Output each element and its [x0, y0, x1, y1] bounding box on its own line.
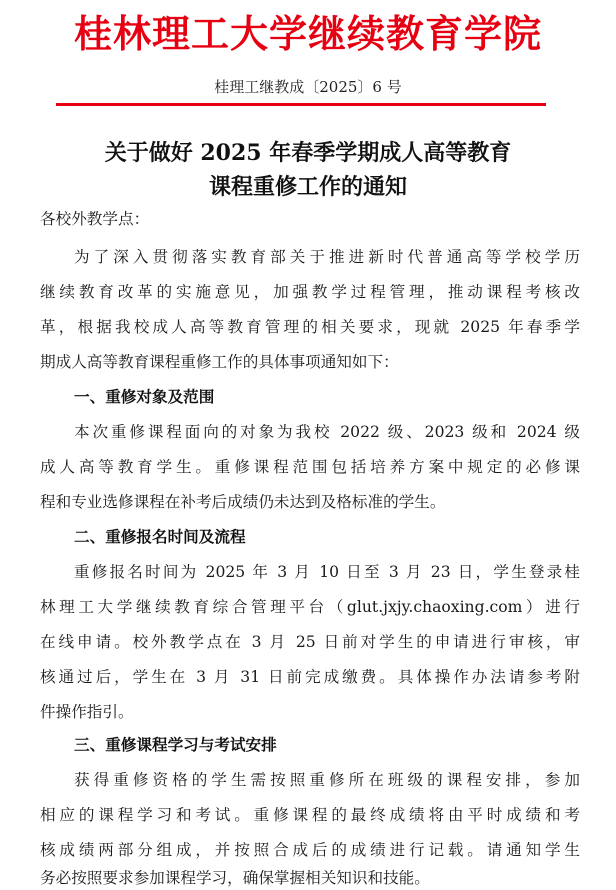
- section-1-line: 成人高等教育学生。重修课程范围包括培养方案中规定的必修课: [40, 458, 580, 476]
- intro-line: 期成人高等教育课程重修工作的具体事项通知如下：: [40, 353, 399, 371]
- section-3-line: 获得重修资格的学生需按照重修所在班级的课程安排，参加: [74, 771, 580, 789]
- notice-title-line-1: 关于做好 2025 年春季学期成人高等教育: [104, 140, 512, 166]
- section-3-line: 相应的课程学习和考试。重修课程的最终成绩将由平时成绩和考: [40, 806, 580, 824]
- intro-line: 继续教育改革的实施意见，加强教学过程管理，推动课程考核改: [40, 283, 580, 301]
- section-2-line: 件操作指引。: [40, 703, 134, 721]
- section-heading-3: 三、重修课程学习与考试安排: [74, 736, 277, 754]
- document-number: 桂理工继教成〔2025〕6 号: [214, 78, 402, 96]
- red-divider: [56, 103, 546, 106]
- section-3-line: 核成绩两部分组成，并按照合成后的成绩进行记载。请通知学生: [40, 841, 580, 859]
- section-heading-2: 二、重修报名时间及流程: [74, 528, 246, 546]
- section-3-line: 务必按照要求参加课程学习，确保掌握相关知识和技能。: [40, 869, 430, 887]
- section-2-line: 重修报名时间为 2025 年 3 月 10 日至 3 月 23 日，学生登录桂: [74, 563, 580, 581]
- intro-line: 革，根据我校成人高等教育管理的相关要求，现就 2025 年春季学: [40, 318, 580, 336]
- section-2-line: 在线申请。校外教学点在 3 月 25 日前对学生的申请进行审核，审: [40, 633, 580, 651]
- section-1-line: 程和专业选修课程在补考后成绩仍未达到及格标准的学生。: [40, 493, 446, 511]
- intro-line: 为了深入贯彻落实教育部关于推进新时代普通高等学校学历: [74, 248, 580, 266]
- salutation: 各校外教学点：: [40, 210, 150, 228]
- section-2-line: 核通过后，学生在 3 月 31 日前完成缴费。具体操作办法请参考附: [40, 668, 580, 686]
- section-1-line: 本次重修课程面向的对象为我校 2022 级、2023 级和 2024 级: [74, 423, 580, 441]
- institution-header: 桂林理工大学继续教育学院: [73, 11, 542, 56]
- section-heading-1: 一、重修对象及范围: [74, 388, 215, 406]
- notice-title-line-2: 课程重修工作的通知: [208, 174, 407, 200]
- section-2-line: 林理工大学继续教育综合管理平台（glut.jxjy.chaoxing.com）进行: [40, 598, 580, 616]
